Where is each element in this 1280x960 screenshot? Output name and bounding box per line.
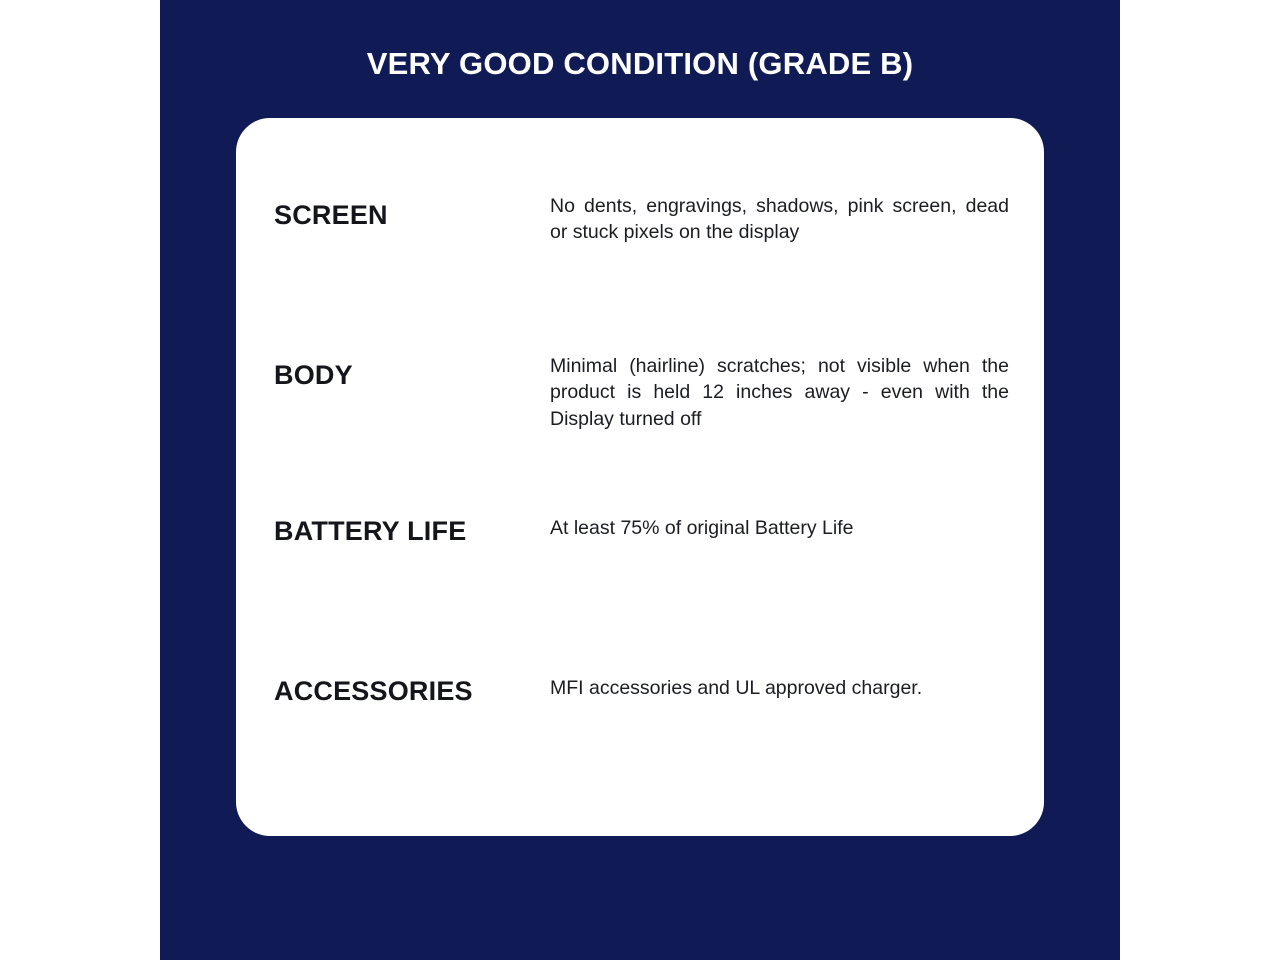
row-description-screen: No dents, engravings, shadows, pink screen, dead or stuck pixels on the display [550, 195, 1009, 244]
condition-panel [160, 0, 1120, 960]
condition-row-accessories [274, 675, 1009, 707]
row-label-body: BODY [274, 360, 353, 390]
condition-row-battery-life [274, 515, 1009, 547]
row-label-accessories: ACCESSORIES [274, 676, 473, 706]
row-label-screen: SCREEN [274, 200, 388, 230]
condition-row-screen [274, 193, 1009, 246]
row-description-body: Minimal (hairline) scratches; not visible when the product is held 12 inches away - even with the Display turned off [550, 355, 1009, 430]
row-label-battery-life: BATTERY LIFE [274, 516, 467, 546]
condition-row-body [274, 353, 1009, 432]
condition-card [236, 118, 1044, 836]
page-title: VERY GOOD CONDITION (GRADE B) [366, 46, 914, 81]
row-description-accessories: MFI accessories and UL approved charger. [550, 677, 923, 699]
row-description-battery-life: At least 75% of original Battery Life [550, 517, 854, 539]
